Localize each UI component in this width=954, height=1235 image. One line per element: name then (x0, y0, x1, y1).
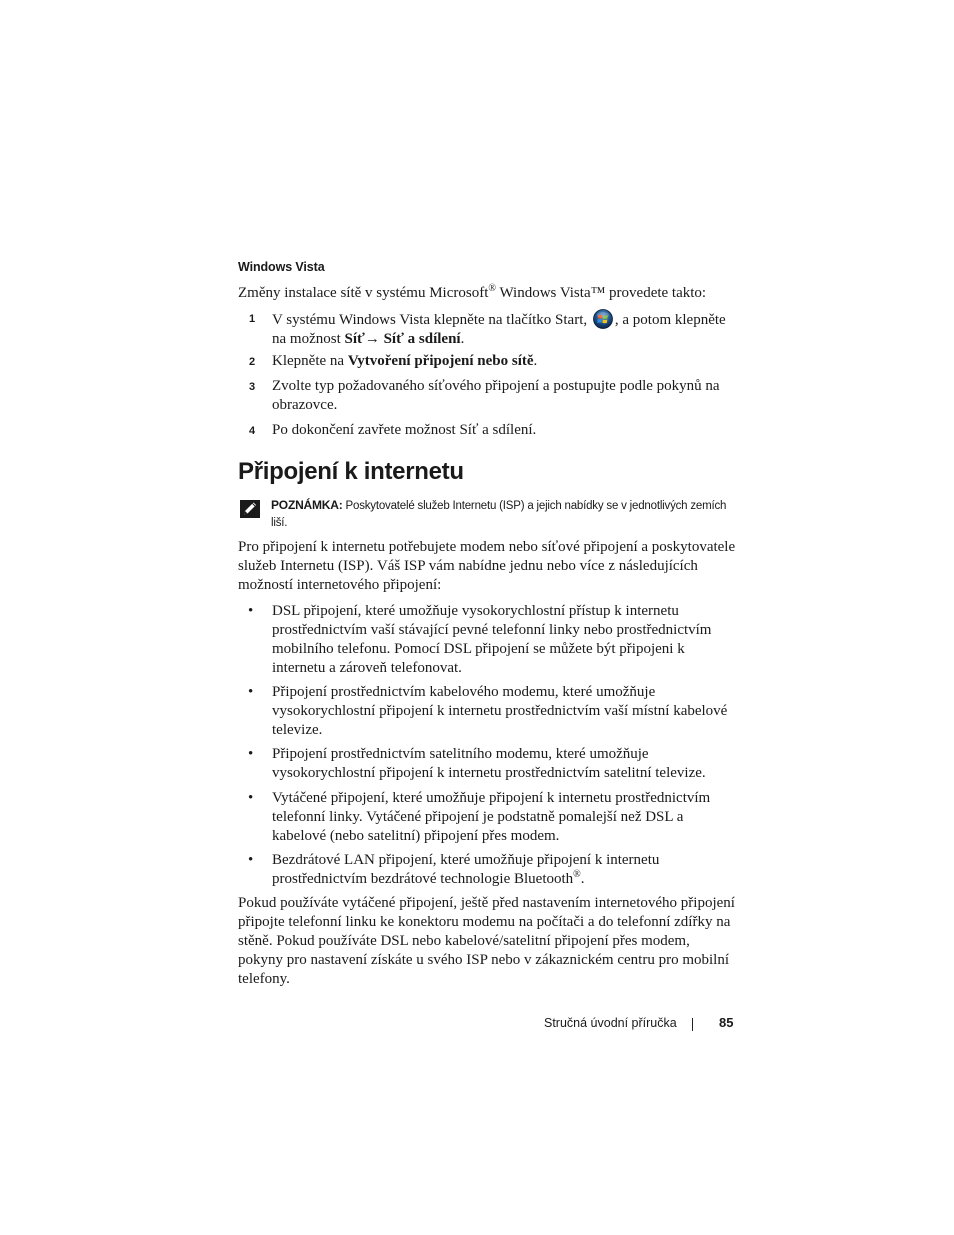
registered-mark: ® (488, 283, 496, 294)
list-item-text: Vytáčené připojení, které umožňuje připojení k internetu prostřednictvím telefonní linky. Vytáčené připojení je podstatně pomalejší než DSL a kabelové (nebo satelitní) připojení přes modem. (272, 790, 711, 844)
list-item (238, 789, 738, 846)
step-2 (238, 352, 738, 371)
step-number: 4 (249, 425, 256, 437)
bullet-symbol: • (248, 852, 254, 868)
step-text (272, 352, 738, 371)
intro-text-end: Windows Vista™ provedete takto: (495, 285, 707, 301)
step-number: 2 (249, 356, 256, 368)
body-paragraph: Pro připojení k internetu potřebujete modem nebo síťové připojení a poskytovatele služeb Internetu (ISP). Váš ISP vám nabídne jednu nebo více z následujících možností internetového připojení: (238, 539, 736, 593)
footer-separator (692, 1018, 693, 1031)
menu-option-create-connection: Vytvoření připojení nebo sítě (347, 353, 534, 369)
step-1 (238, 309, 738, 349)
step-text: Zvolte typ požadovaného síťového připojení a postupujte podle pokynů na obrazovce. (272, 378, 720, 413)
section-heading: Připojení k internetu (238, 458, 464, 485)
step-text (272, 309, 738, 349)
intro-paragraph (238, 284, 738, 303)
note-pencil-icon (240, 500, 260, 518)
windows-start-icon (593, 309, 613, 329)
bullet-symbol: • (248, 746, 254, 762)
menu-path-network-sharing: Síť a sdílení (383, 331, 461, 347)
step-4 (238, 421, 738, 440)
bullet-symbol: • (248, 790, 254, 806)
list-item (238, 745, 738, 783)
list-item (238, 851, 738, 889)
menu-path-network: Síť (344, 331, 365, 347)
list-item-text (272, 851, 738, 889)
step-number: 3 (249, 381, 256, 393)
step-text-end: . (460, 331, 465, 347)
step-3 (238, 377, 738, 415)
list-item-text: Připojení prostřednictvím kabelového modemu, které umožňuje vysokorychlostní připojení k internetu prostřednictvím vaší místní kabelové televize. (272, 684, 728, 738)
body-paragraph: Pokud používáte vytáčené připojení, ještě před nastavením internetového připojení připojte telefonní linku ke konektoru modemu na počítači a do telefonní zdířky na stěně. Pokud používáte DSL nebo kabelové/satelitní připojení přes modem, pokyny pro nastavení získáte u svého ISP nebo v zákaznickém centru pro mobilní telefony. (238, 895, 735, 987)
step-text-end: . (533, 353, 538, 369)
step-number: 1 (249, 313, 256, 325)
menu-path-arrow: → (364, 331, 384, 347)
intro-text: Změny instalace sítě v systému Microsoft (238, 285, 489, 301)
note-body: Poskytovatelé služeb Internetu (ISP) a jejich nabídky se v jednotlivých zemích liší. (271, 500, 727, 529)
note-label: POZNÁMKA: (271, 498, 343, 512)
list-item-text: Připojení prostřednictvím satelitního modemu, které umožňuje vysokorychlostní připojení k internetu prostřednictvím satelitní televize. (272, 746, 706, 781)
step-text: Po dokončení zavřete možnost Síť a sdílení. (272, 422, 537, 438)
list-item (238, 683, 738, 740)
footer-title: Stručná úvodní příručka (544, 1016, 677, 1030)
list-item (238, 602, 738, 678)
bullet-symbol: • (248, 684, 254, 700)
section-subheading: Windows Vista (238, 260, 325, 274)
page-number: 85 (719, 1015, 734, 1030)
list-item-text: DSL připojení, které umožňuje vysokorychlostní přístup k internetu prostřednictvím vaší stávající pevné telefonní linky nebo prostřednictvím mobilního telefonu. Pomocí DSL připojení se můžete být připojeni k internetu a zároveň telefonovat. (272, 603, 712, 676)
bullet-symbol: • (248, 603, 254, 619)
step-text-part: V systému Windows Vista klepněte na tlačítko Start, (272, 312, 591, 328)
list-item-text-part: Bezdrátové LAN připojení, které umožňuje připojení k internetu prostřednictvím bezdrátové technologie Bluetooth (272, 852, 660, 887)
step-text-part: Klepněte na (272, 353, 348, 369)
registered-mark: ® (573, 869, 581, 880)
note-text (271, 497, 738, 532)
note-box (238, 497, 738, 532)
list-item-text-end: . (580, 871, 585, 887)
step-text-part: , a potom klepněte na možnost (272, 312, 726, 347)
